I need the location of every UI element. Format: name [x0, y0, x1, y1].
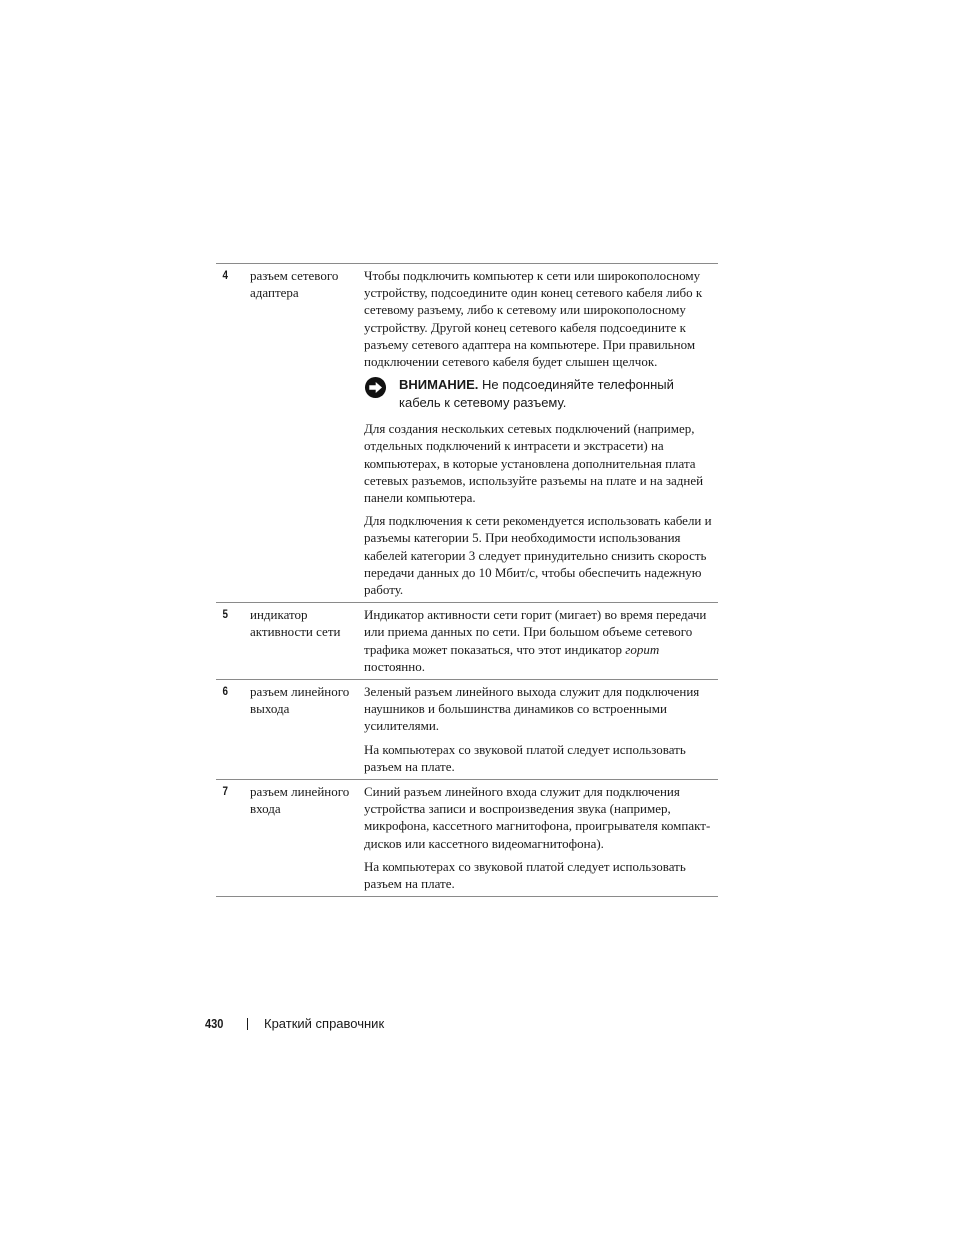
- page-number: 430: [205, 1016, 224, 1031]
- paragraph-text: постоянно.: [364, 658, 425, 674]
- description-paragraph: [364, 606, 718, 675]
- page-footer: [205, 1016, 384, 1032]
- connector-description: [364, 606, 718, 675]
- description-paragraph: Синий разъем линейного входа служит для подключения устройства записи и воспроизведения звука (например, микрофона, кассетного магнитофона, проигрывателя компакт-дисков или кассетного видеомагнитофона).: [364, 784, 711, 851]
- notice-block: [364, 376, 718, 411]
- table-row: [216, 603, 718, 680]
- row-number: 7: [222, 784, 229, 799]
- description-paragraph: Для подключения к сети рекомендуется использовать кабели и разъемы категории 5. При необходимости использования кабелей категории 3 следует принудительно снизить скорость передачи данных до 10 Мбит/с, чтобы обеспечить надежную работу.: [364, 513, 712, 598]
- row-number: 4: [222, 268, 229, 282]
- paragraph-text: Индикатор активности сети горит (мигает) во время передачи или приема данных по сети. При большом объеме сетевого трафика может показаться, что этот индикатор: [364, 607, 707, 657]
- connector-name: индикатор активности сети: [250, 607, 341, 640]
- description-paragraph: На компьютерах со звуковой платой следует использовать разъем на плате.: [364, 858, 686, 892]
- italic-term: горит: [625, 641, 660, 657]
- notice-icon: [364, 376, 387, 399]
- description-paragraph: Зеленый разъем линейного выхода служит для подключения наушников и большинства динамиков со встроенными усилителями.: [364, 684, 700, 734]
- section-title: Краткий справочник: [264, 1016, 385, 1031]
- notice-label: ВНИМАНИЕ.: [399, 377, 479, 393]
- description-paragraph: На компьютерах со звуковой платой следует использовать разъем на плате.: [364, 741, 686, 774]
- connector-name: разъем сетевого адаптера: [250, 268, 339, 301]
- connector-description: [364, 683, 718, 775]
- table-row: [216, 680, 718, 780]
- notice-message: Не подсоединяйте телефонный кабель к сетевому разъему.: [399, 377, 674, 410]
- row-number: 5: [222, 607, 229, 622]
- connector-description: [364, 267, 718, 598]
- table-row: [216, 264, 718, 603]
- connector-name: разъем линейного выхода: [250, 684, 350, 717]
- connector-description: [364, 783, 718, 892]
- description-paragraph: Для создания нескольких сетевых подключений (например, отдельных подключений к интрасети и экстрасети) на компьютерах, в которые установлена дополнительная плата сетевых разъемов, используйте разъемы на плате и на задней панели компьютера.: [364, 421, 704, 506]
- connector-table: [216, 263, 718, 897]
- footer-separator: [247, 1018, 248, 1030]
- notice-text: [399, 376, 718, 411]
- table-row: [216, 780, 718, 897]
- description-paragraph: Чтобы подключить компьютер к сети или широкополосному устройству, подсоедините один конец сетевого кабеля либо к сетевому разъему, либо к сетевому или широкополосному устройству. Другой конец сетевого кабеля подсоедините к разъему сетевого адаптера на компьютере. При правильном подключении сетевого кабеля будет слышен щелчок.: [364, 268, 703, 370]
- row-number: 6: [222, 684, 229, 699]
- connector-name: разъем линейного входа: [250, 784, 350, 817]
